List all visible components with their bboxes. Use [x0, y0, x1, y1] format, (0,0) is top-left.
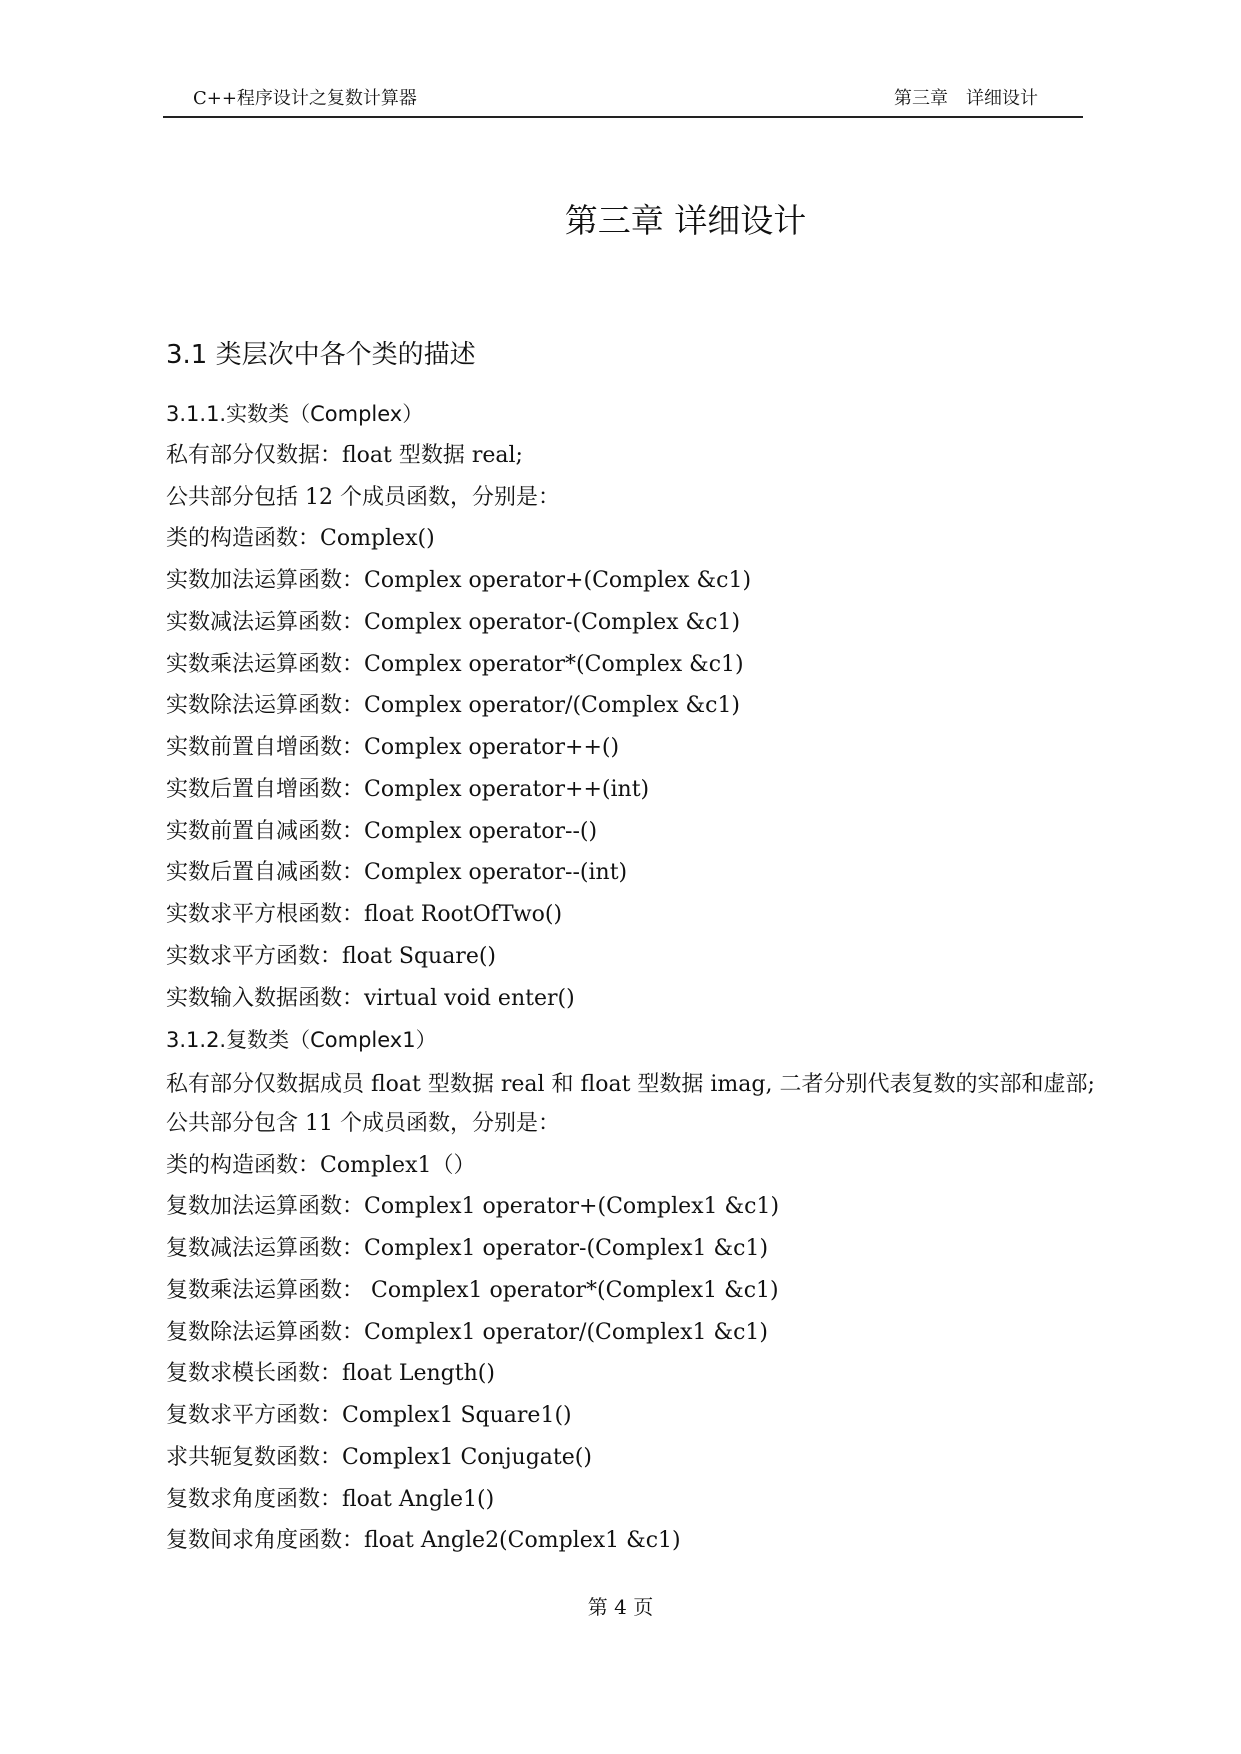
header-document-title: C++程序设计之复数计算器	[193, 88, 417, 109]
text-line: 公共部分包含 11 个成员函数，分别是：	[166, 1110, 560, 1136]
text-line: 复数乘法运算函数： Complex1 operator*(Complex1 &c1)	[166, 1277, 779, 1303]
text-line: 复数间求角度函数：float Angle2(Complex1 &c1)	[166, 1528, 681, 1554]
text-line: 实数输入数据函数：virtual void enter()	[166, 985, 575, 1011]
text-line: 求共轭复数函数：Complex1 Conjugate()	[166, 1444, 592, 1470]
text-line: 实数减法运算函数：Complex operator-(Complex &c1)	[166, 609, 741, 635]
text-line: 复数减法运算函数：Complex1 operator-(Complex1 &c1)	[166, 1236, 769, 1261]
text-paragraph: 私有部分仅数据成员 float 型数据 real 和 float 型数据 imag, 二者分别代表复数的实部和虚部;	[166, 1072, 1095, 1097]
text-line: 类的构造函数：Complex1（）	[166, 1152, 476, 1178]
body-text	[166, 396, 1096, 1565]
text-line: 实数求平方根函数：float RootOfTwo()	[166, 902, 563, 927]
header-chapter-name: 第三章 详细设计	[894, 88, 1038, 109]
text-line: 复数求角度函数：float Angle1()	[166, 1486, 495, 1512]
text-line: 实数加法运算函数：Complex operator+(Complex &c1)	[166, 568, 752, 593]
subsection-heading-complex-class: 3.1.2.复数类（Complex1）	[166, 1028, 437, 1053]
text-line: 公共部分包括 12 个成员函数，分别是：	[166, 484, 560, 510]
page-number: 第 4 页	[587, 1595, 654, 1619]
text-line: 私有部分仅数据：float 型数据 real;	[166, 442, 523, 468]
page-header	[163, 86, 1083, 118]
text-line: 实数前置自减函数：Complex operator--()	[166, 818, 598, 844]
text-line: 复数加法运算函数：Complex1 operator+(Complex1 &c1)	[166, 1194, 780, 1220]
text-line: 类的构造函数：Complex()	[166, 526, 435, 552]
text-line: 实数求平方函数：float Square()	[166, 943, 497, 969]
text-line: 实数后置自减函数：Complex operator--(int)	[166, 860, 628, 886]
chapter-title: 第三章 详细设计	[564, 201, 807, 240]
text-line: 实数除法运算函数：Complex operator/(Complex &c1)	[166, 693, 741, 719]
subsection-heading-real-class: 3.1.1.实数类（Complex）	[166, 402, 424, 426]
text-line: 实数后置自增函数：Complex operator++(int)	[166, 776, 650, 802]
text-line: 复数除法运算函数：Complex1 operator/(Complex1 &c1)	[166, 1319, 769, 1345]
text-line: 复数求模长函数：float Length()	[166, 1361, 495, 1387]
section-heading: 3.1 类层次中各个类的描述	[166, 340, 476, 370]
text-line: 实数前置自增函数：Complex operator++()	[166, 735, 620, 760]
text-line: 复数求平方函数：Complex1 Square1()	[166, 1403, 572, 1428]
text-line: 实数乘法运算函数：Complex operator*(Complex &c1)	[166, 651, 744, 677]
